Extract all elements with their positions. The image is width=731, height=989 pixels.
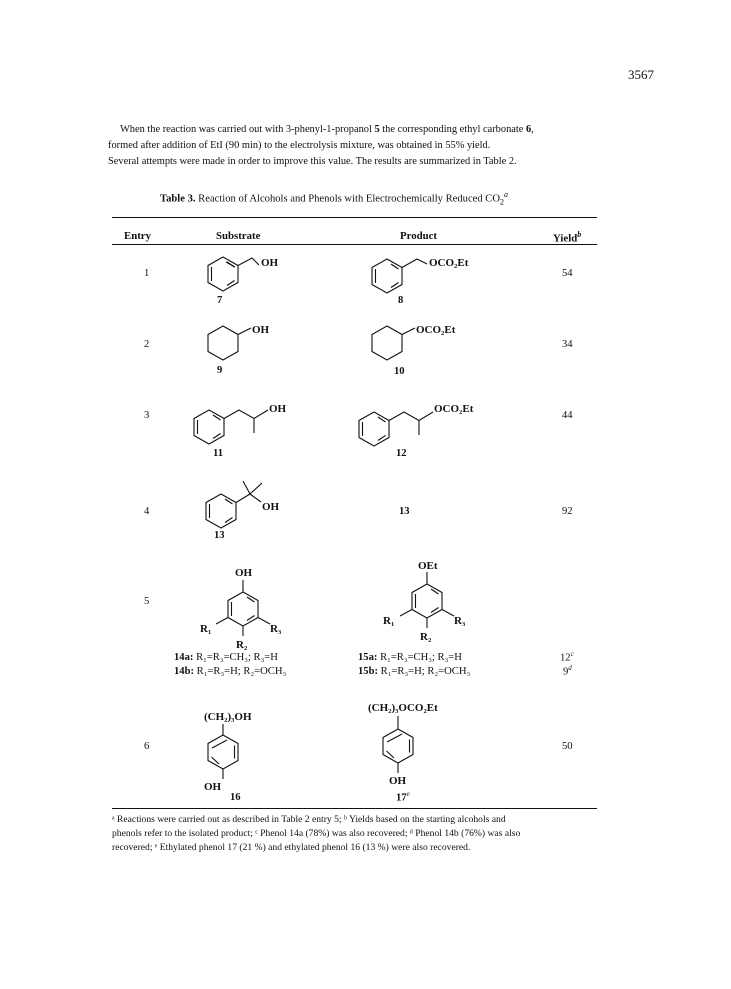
footnote-line-3: recovered; ᵉ Ethylated phenol 17 (21 %) and ethylated phenol 16 (13 %) were also recovered. [112, 842, 471, 853]
label-oh: OH [235, 567, 253, 579]
paragraph-line-2: formed after addition of EtI (90 min) to the electrolysis mixture, was obtained in 55% yield. [108, 140, 491, 151]
header-entry: Entry [124, 230, 151, 242]
product-label-13: 13 [399, 506, 410, 517]
compound-label-7: 7 [217, 295, 223, 306]
yield-1: 54 [562, 268, 573, 279]
footnote-line-2: phenols refer to the isolated product; ᶜ Phenol 14a (78%) was also recovered; ᵈ Phenol 14b (76%) was also [112, 828, 521, 839]
label-r2: R₂ [420, 631, 432, 643]
entry-6: 6 [144, 741, 150, 752]
structure-cyclohexanol [208, 324, 270, 360]
structure-substituted-phenol [200, 567, 282, 651]
header-yield: Yield$^b$ [553, 230, 582, 245]
label-oh: OH [252, 324, 270, 336]
structure-substituted-phenetole [383, 560, 466, 643]
header-substrate: Substrate [216, 230, 261, 242]
entry-5: 5 [144, 596, 150, 607]
header-product: Product [400, 230, 437, 242]
label-ch2-3-oco2et: (CH₂)₃OCO₂Et [368, 702, 438, 714]
label-oh: OH [262, 501, 280, 513]
compound-label-13: 13 [214, 530, 225, 541]
entry-1: 1 [144, 268, 150, 279]
yield-5a: 12$^c$ [560, 650, 574, 664]
label-ch2-3-oh: (CH₂)₃OH [204, 711, 252, 723]
yield-4: 92 [562, 506, 573, 517]
label-r3: R₃ [270, 623, 282, 635]
entry-2: 2 [144, 339, 150, 350]
yield-6: 50 [562, 741, 573, 752]
compound-label-17: 17e [396, 790, 410, 804]
structure-hydroxyphenylpropanol [204, 711, 252, 793]
paragraph-line-3: Several attempts were made in order to improve this value. The results are summarized in Table 2. [108, 156, 517, 167]
label-oh: OH [269, 403, 287, 415]
page-number: 3567 [628, 67, 654, 82]
structure-tertiary-alcohol [206, 481, 280, 528]
label-oh: OH [204, 781, 222, 793]
definition-14b: 14b: R₁=R₃=H; R₂=OCH₃ [174, 666, 287, 677]
label-r1: R₁ [383, 615, 395, 627]
label-oco2et: OCO₂Et [434, 403, 474, 415]
compound-label-8: 8 [398, 295, 404, 306]
yield-2: 34 [562, 339, 573, 350]
table-caption: Table 3. Reaction of Alcohols and Phenols with Electrochemically Reduced $CO_2^a$ [160, 190, 509, 207]
label-oet: OEt [418, 560, 438, 572]
yield-5b: 9$^d$ [563, 664, 572, 678]
compound-label-12: 12 [396, 448, 407, 459]
structure-cyclohexyl-carbonate [372, 324, 456, 360]
label-r2: R₂ [236, 639, 248, 651]
definition-15b: 15b: R₁=R₃=H; R₂=OCH₃ [358, 666, 471, 677]
entry-3: 3 [144, 410, 150, 421]
compound-label-10: 10 [394, 366, 405, 377]
label-r3: R₃ [454, 615, 466, 627]
definition-14a: 14a: R₁=R₃=CH₃; R₃=H [174, 652, 278, 663]
label-oh: OH [389, 775, 407, 787]
label-oco2et: OCO₂Et [429, 257, 469, 269]
compound-label-16: 16 [230, 792, 241, 803]
structure-benzyl-alcohol [208, 257, 279, 291]
compound-label-11: 11 [213, 448, 224, 459]
yield-3: 44 [562, 410, 573, 421]
footnote-line-1: ᵃ Reactions were carried out as described in Table 2 entry 5; ᵇ Yields based on the starting alcohols and [112, 814, 506, 825]
structure-phenylpropanol [194, 403, 287, 444]
entry-4: 4 [144, 506, 150, 517]
compound-label-9: 9 [217, 365, 223, 376]
label-oh: OH [261, 257, 279, 269]
paragraph-line-1: When the reaction was carried out with 3-phenyl-1-propanol 5 the corresponding ethyl carbonate 6, [120, 124, 534, 135]
structure-phenylpropyl-carbonate [359, 403, 474, 446]
label-oco2et: OCO₂Et [416, 324, 456, 336]
label-r1: R₁ [200, 623, 212, 635]
structure-hydroxyphenylpropyl-carbonate [368, 702, 438, 787]
definition-15a: 15a: R₁=R₃=CH₃; R₃=H [358, 652, 462, 663]
structure-benzyl-carbonate [372, 257, 469, 293]
